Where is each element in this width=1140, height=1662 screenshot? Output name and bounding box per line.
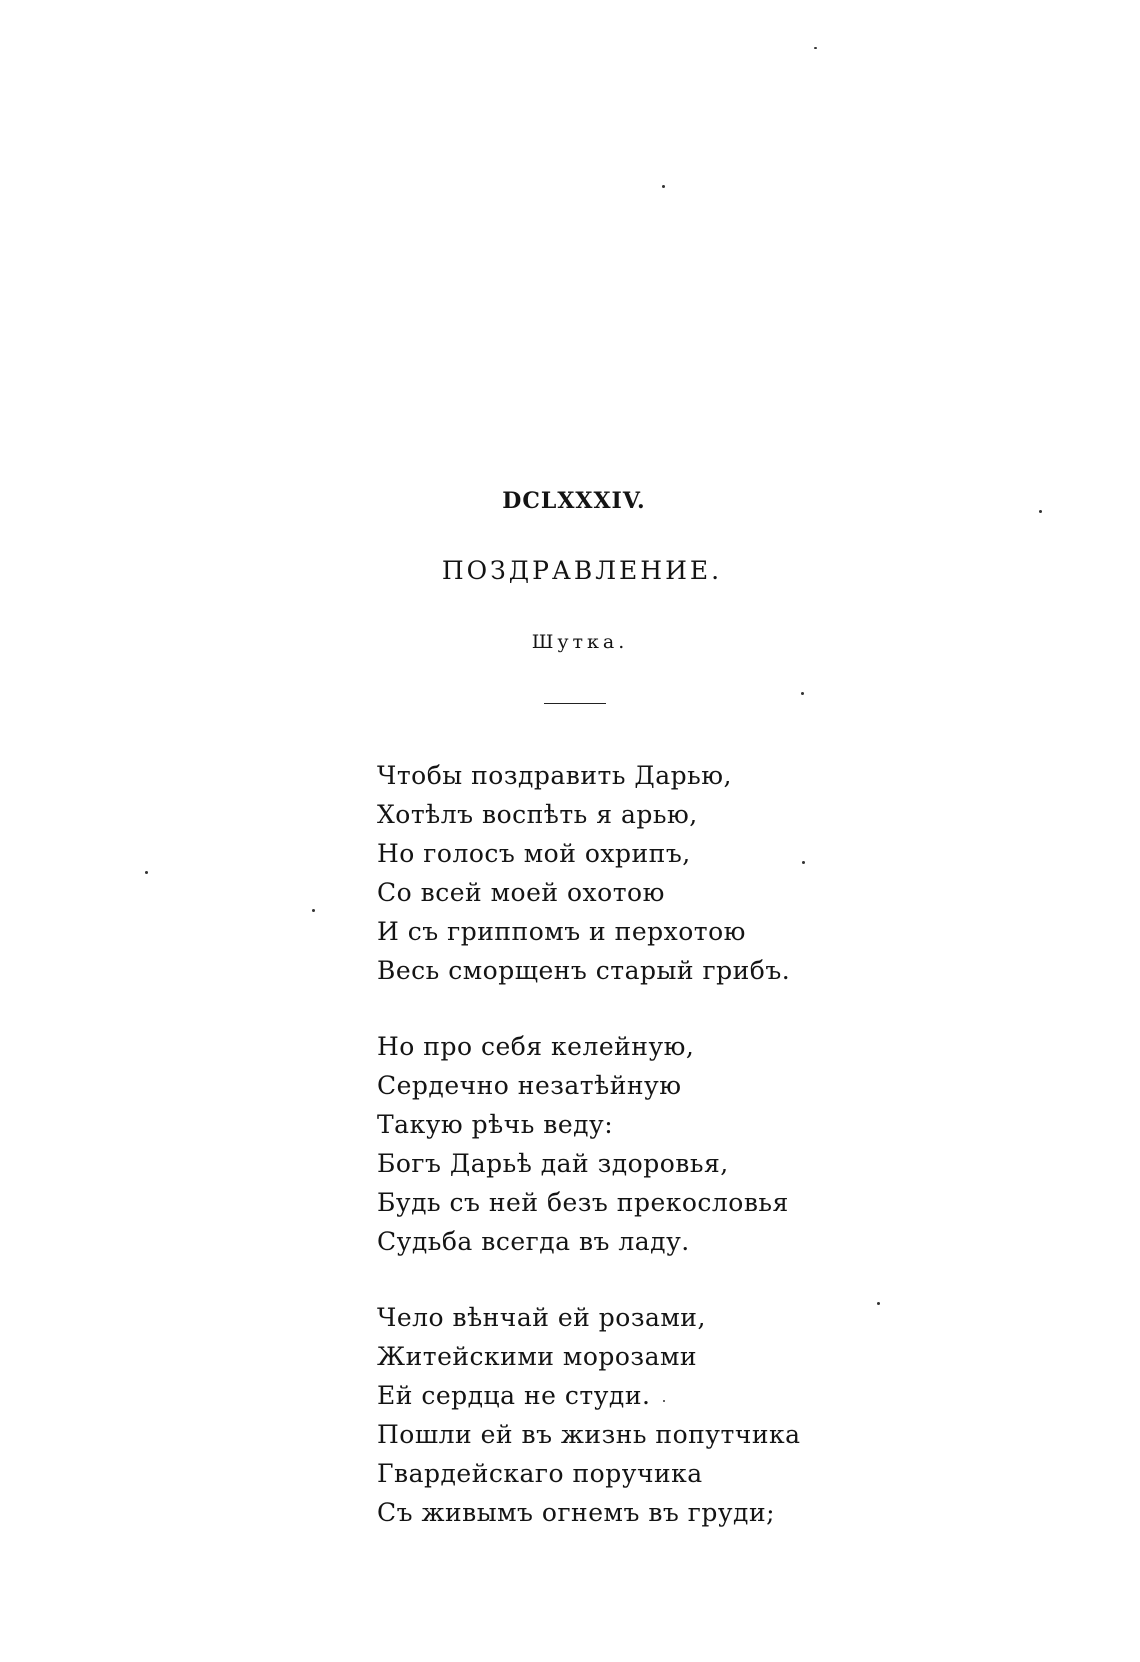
poem-line: Весь сморщенъ старый грибъ. (377, 956, 791, 985)
scan-speck (145, 871, 148, 874)
poem-line: Богъ Дарьѣ дай здоровья, (377, 1149, 729, 1178)
poem-line: Судьба всегда въ ладу. (377, 1227, 690, 1256)
scan-speck (312, 909, 315, 912)
stanza-1 (377, 756, 897, 990)
scan-speck (877, 1302, 880, 1305)
poem-line: Житейскими морозами (377, 1342, 698, 1371)
stanza-2 (377, 1027, 897, 1261)
poem-line: Будь съ ней безъ прекословья (377, 1188, 789, 1217)
poem-line: Но про себя келейную, (377, 1032, 695, 1061)
poem-line: Пошли ей въ жизнь попутчика (377, 1420, 801, 1449)
poem-line: Чтобы поздравить Дарью, (377, 761, 732, 790)
scan-speck (1039, 510, 1042, 513)
scan-speck (662, 185, 665, 188)
scan-speck (801, 692, 804, 695)
poem-line: Сердечно незатѣйную (377, 1071, 682, 1100)
poem-number: DCLXXXIV. (502, 488, 646, 514)
poem-line: Хотѣлъ воспѣть я арью, (377, 800, 698, 829)
scan-speck (663, 1400, 665, 1402)
scan-speck (802, 861, 805, 864)
poem-line: Чело вѣнчай ей розами, (377, 1303, 706, 1332)
poem-body (377, 756, 897, 1569)
poem-line: Такую рѣчь веду: (377, 1110, 614, 1139)
poem-subtitle: Шутка. (531, 631, 629, 653)
poem-line: Съ живымъ огнемъ въ груди; (377, 1498, 776, 1527)
scan-speck (814, 47, 817, 49)
poem-title: ПОЗДРАВЛЕНИЕ. (441, 556, 723, 585)
poem-line: Со всей моей охотою (377, 878, 665, 907)
poem-line: Ей сердца не студи. (377, 1381, 651, 1410)
poem-line: И съ гриппомъ и перхотою (377, 917, 746, 946)
title-divider (544, 703, 606, 704)
stanza-3 (377, 1298, 897, 1532)
poem-line: Гвардейскаго поручика (377, 1459, 703, 1488)
poem-line: Но голосъ мой охрипъ, (377, 839, 691, 868)
